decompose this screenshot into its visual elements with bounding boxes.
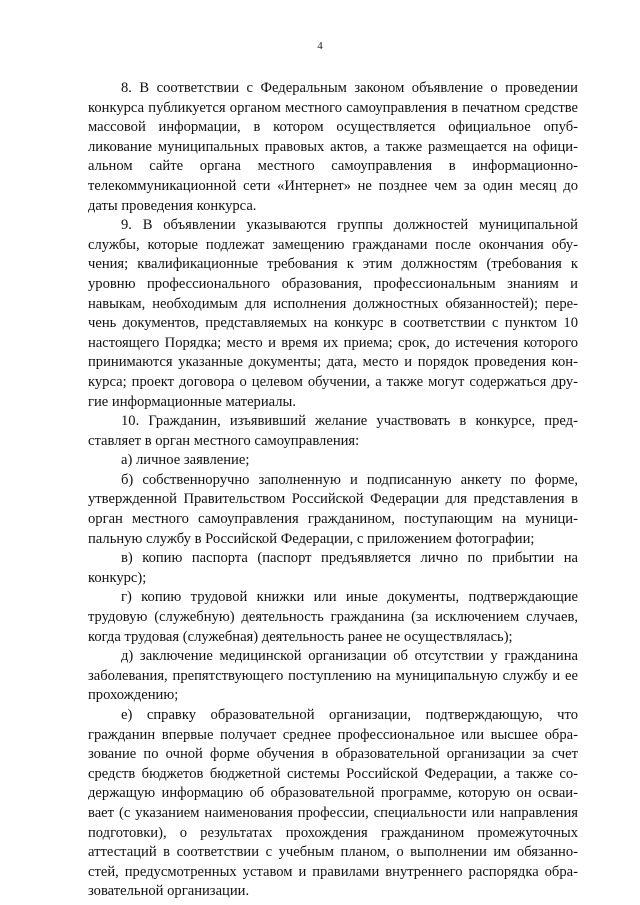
list-item-d-medical-certificate: д) заключение медицинской организации об отсутствии у гражданина заболевания, препятствующего поступлению на муниципальную службу и ее прохождению; [88,648,578,704]
list-item-e-education-certificate: е) справку образовательной организации, подтверждающую, что гражданин впервые получает среднее профессиональное или высшее образование по очной форме обучения в образовательной организации за счет средств бюджетов бюджетной системы Российской Федерации, а также содержащую информацию об образовательной программе, которую он осваивает (с указанием наименования профессии, специальности или направления подготовки), о результатах прохождения гражданином промежуточных аттестаций в соответствии с учебным планом, о выполнении им обязанностей, предусмотренных уставом и правилами внутреннего распорядка образовательной организации. [88,707,578,900]
paragraph-9-announcement-contents: 9. В объявлении указываются группы должностей муниципальной службы, которые подлежат замещению гражданами после окончания обучения; квалификационные требования к этим должностям (требования к уровню профессионального образования, профессиональным знаниям и навыкам, необходимым для исполнения должностных обязанностей); перечень документов, представляемых на конкурс в соответствии с пунктом 10 настоящего Порядка; место и время их приема; срок, до истечения которого принимаются указанные документы; дата, место и порядок проведения конкурса; проект договора о целевом обучении, а также могут содержаться другие информационные материалы. [88,217,578,410]
paragraph-10-documents-intro: 10. Гражданин, изъявивший желание участвовать в конкурсе, представляет в орган местного самоуправления: [88,413,578,449]
paragraph-8-announcement-publication: 8. В соответствии с Федеральным законом объявление о проведении конкурса публикуется органом местного самоуправления в печатном средстве массовой информации, в котором осуществляется официальное опубликование муниципальных правовых актов, а также размещается на официальном сайте органа местного самоуправления в информационно-телекоммуникационной сети «Интернет» не позднее чем за один месяц до даты проведения конкурса. [88,80,578,214]
list-item-a-application: а) личное заявление; [121,452,250,469]
list-item-b-questionnaire: б) собственноручно заполненную и подписанную анкету по форме, утвержденной Правительством Российской Федерации для представления в орган местного самоуправления гражданином, поступающим на муниципальную службу в Российской Федерации, с приложением фотографии; [88,471,578,547]
list-item-v-passport-copy: в) копию паспорта (паспорт предъявляется лично по прибытии на конкурс); [88,550,578,586]
page-number: 4 [317,40,323,52]
document-body [88,79,578,902]
list-item-g-employment-record: г) копию трудовой книжки или иные документы, подтверждающие трудовую (служебную) деятельность гражданина (за исключением случаев, когда трудовая (служебная) деятельность ранее не осуществлялась); [88,589,578,645]
